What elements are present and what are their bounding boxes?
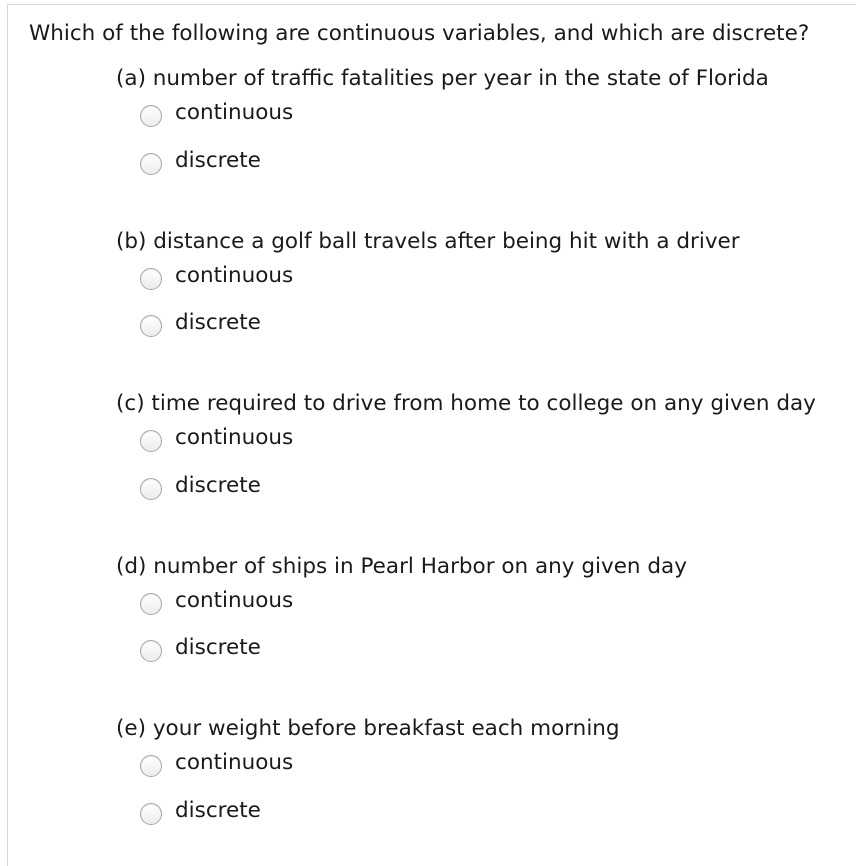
part-c-option-continuous[interactable] — [140, 423, 293, 453]
part-c-option-discrete[interactable] — [140, 471, 261, 501]
radio-button[interactable] — [140, 268, 162, 290]
part-e-label: (e) your weight before breakfast each morning — [116, 716, 620, 741]
option-label: continuous — [175, 425, 294, 450]
part-b-option-continuous[interactable] — [140, 261, 293, 291]
radio-button[interactable] — [140, 153, 162, 175]
part-b-label: (b) distance a golf ball travels after being hit with a driver — [116, 229, 740, 254]
radio-button[interactable] — [140, 478, 162, 500]
option-label: continuous — [175, 263, 294, 288]
radio-button[interactable] — [140, 803, 162, 825]
part-e-option-continuous[interactable] — [140, 748, 293, 778]
part-d-option-discrete[interactable] — [140, 633, 261, 663]
radio-button[interactable] — [140, 430, 162, 452]
option-label: discrete — [175, 798, 261, 823]
option-label: discrete — [175, 473, 261, 498]
radio-button[interactable] — [140, 640, 162, 662]
option-label: discrete — [175, 148, 261, 173]
part-c-label: (c) time required to drive from home to college on any given day — [116, 391, 816, 416]
option-label: discrete — [175, 635, 261, 660]
radio-button[interactable] — [140, 593, 162, 615]
option-label: continuous — [175, 750, 294, 775]
part-d-option-continuous[interactable] — [140, 586, 293, 616]
part-d-label: (d) number of ships in Pearl Harbor on any given day — [116, 554, 687, 579]
part-b-option-discrete[interactable] — [140, 308, 261, 338]
part-a-option-continuous[interactable] — [140, 98, 293, 128]
radio-button[interactable] — [140, 105, 162, 127]
question-prompt: Which of the following are continuous variables, and which are discrete? — [29, 21, 810, 46]
option-label: discrete — [175, 310, 261, 335]
option-label: continuous — [175, 100, 294, 125]
option-label: continuous — [175, 588, 294, 613]
part-a-label: (a) number of traffic fatalities per year in the state of Florida — [116, 66, 769, 91]
radio-button[interactable] — [140, 315, 162, 337]
part-e-option-discrete[interactable] — [140, 796, 261, 826]
part-a-option-discrete[interactable] — [140, 146, 261, 176]
radio-button[interactable] — [140, 755, 162, 777]
